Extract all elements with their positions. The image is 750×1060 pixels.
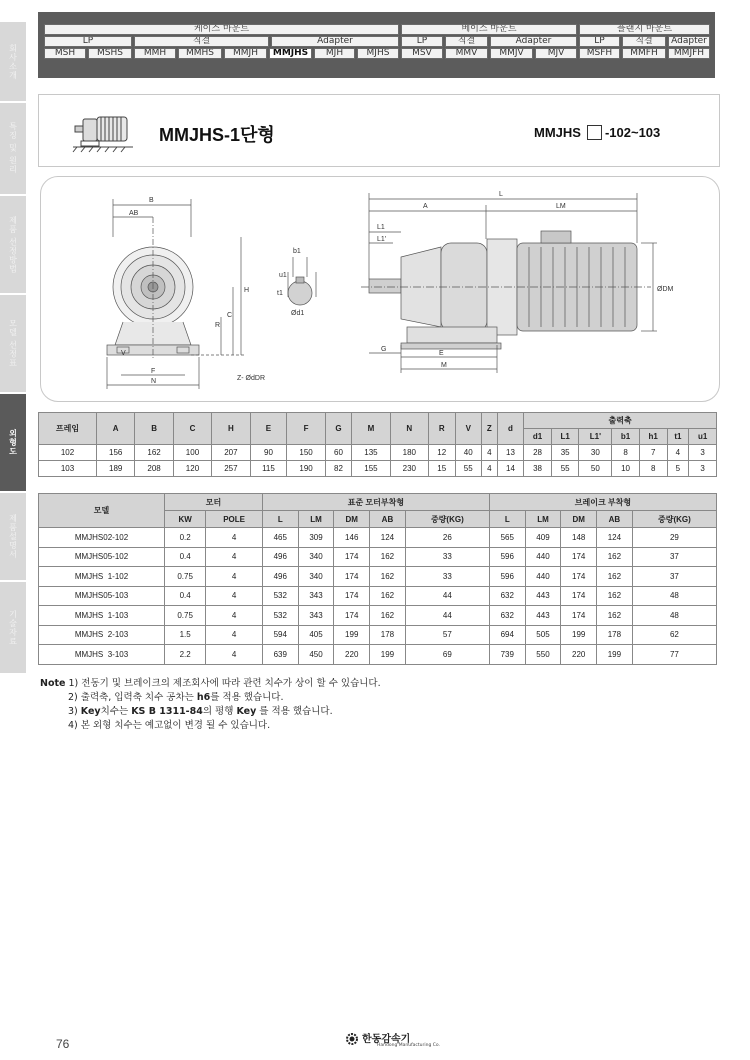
label-m: M — [441, 362, 447, 369]
nav-model-mmjv[interactable]: MMJV — [490, 48, 533, 59]
note-text: Key — [80, 706, 101, 717]
table-cell: 4 — [206, 528, 263, 548]
table-cell: 35 — [551, 445, 579, 461]
table-cell: 694 — [489, 625, 525, 645]
nav-model-mmh[interactable]: MMH — [134, 48, 176, 59]
nav-sub-direct[interactable]: 직결 — [445, 36, 488, 47]
table-cell: 174 — [561, 586, 597, 606]
table-cell: 28 — [524, 445, 552, 461]
table-cell: 37 — [632, 567, 716, 587]
label-u1: u1 — [279, 272, 287, 279]
side-tab-company[interactable] — [0, 22, 26, 102]
nav-model-mshs[interactable]: MSHS — [88, 48, 132, 59]
label-t1: t1 — [277, 290, 283, 297]
table-cell: 162 — [597, 586, 633, 606]
nav-sub-direct[interactable]: 직결 — [134, 36, 269, 47]
table-cell: 220 — [561, 645, 597, 665]
table-cell: 33 — [405, 567, 489, 587]
label-r: R — [215, 322, 221, 329]
col-header: DM — [561, 511, 597, 528]
side-tab-label: 외형도 — [8, 429, 18, 456]
nav-model-msv[interactable]: MSV — [401, 48, 443, 59]
col-header: d — [497, 413, 523, 445]
table-cell: 162 — [370, 567, 406, 587]
col-output-shaft: 출력축 — [524, 413, 717, 429]
table-cell: 4 — [206, 586, 263, 606]
table-cell: 115 — [250, 461, 287, 477]
table-cell: 0.75 — [165, 567, 206, 587]
note-text: 를 적용 했습니다. — [210, 692, 284, 703]
table-row — [39, 645, 717, 665]
side-tab-tech-data[interactable] — [0, 582, 26, 674]
table-cell: 309 — [298, 528, 334, 548]
dimension-table — [38, 412, 717, 477]
technical-drawing — [40, 176, 720, 402]
table-cell: 100 — [173, 445, 211, 461]
note-text: KS B 1311-84 — [131, 706, 203, 717]
side-tab-dimensions[interactable] — [0, 394, 26, 492]
nav-model-mmjfh[interactable]: MMJFH — [668, 48, 710, 59]
table-cell: 257 — [212, 461, 250, 477]
label-b: B — [149, 197, 154, 204]
table-row — [39, 606, 717, 626]
label-ab: AB — [129, 210, 139, 217]
table-cell: 4 — [481, 461, 497, 477]
nav-model-mmv[interactable]: MMV — [445, 48, 488, 59]
col-header: L1' — [579, 429, 612, 445]
col-standard-motor: 표준 모터부착형 — [262, 494, 489, 511]
col-header: h1 — [639, 429, 667, 445]
col-header: E — [250, 413, 287, 445]
model-prefix: MMJHS — [534, 125, 581, 140]
table-cell: 174 — [334, 606, 370, 626]
note-1: 1) 전동기 및 브레이크의 제조회사에 따라 관련 치수가 상이 할 수 있습니다. — [68, 678, 381, 689]
side-tab-label: 제품설명서 — [8, 514, 18, 559]
col-header: V — [455, 413, 481, 445]
col-header: 중량(KG) — [405, 511, 489, 528]
table-cell: 33 — [405, 547, 489, 567]
col-header: M — [352, 413, 390, 445]
label-l1: L1 — [377, 224, 385, 231]
table-cell: 199 — [597, 645, 633, 665]
table-cell: 496 — [262, 567, 298, 587]
col-header: G — [325, 413, 351, 445]
page-title: MMJHS-1단형 — [159, 125, 275, 145]
col-header: b1 — [612, 429, 640, 445]
side-tab-model-selection[interactable] — [0, 295, 26, 393]
table-cell: 594 — [262, 625, 298, 645]
label-l: L — [499, 191, 503, 198]
note-text: h6 — [196, 692, 211, 703]
table-cell: 55 — [551, 461, 579, 477]
label-g: G — [381, 346, 387, 353]
table-cell: 230 — [390, 461, 428, 477]
table-cell: 532 — [262, 586, 298, 606]
table-cell: 343 — [298, 586, 334, 606]
table-cell: 60 — [325, 445, 351, 461]
table-cell: 739 — [489, 645, 525, 665]
note-text: 치수는 — [100, 706, 132, 717]
nav-group-case-mount[interactable]: 케이스 마운트 — [44, 24, 399, 35]
model-variable-box — [587, 125, 602, 140]
note-text: Key — [236, 706, 257, 717]
table-cell: 0.4 — [165, 586, 206, 606]
table-cell: 162 — [135, 445, 173, 461]
col-header: F — [287, 413, 325, 445]
nav-model-mjhs[interactable]: MJHS — [357, 48, 399, 59]
table-cell: 174 — [334, 567, 370, 587]
table-cell: 148 — [561, 528, 597, 548]
gear-logo-icon — [345, 1032, 359, 1046]
col-header: Z — [481, 413, 497, 445]
table-cell: 550 — [525, 645, 561, 665]
table-cell: 37 — [632, 547, 716, 567]
col-header: AB — [597, 511, 633, 528]
note-text: 의 평행 — [202, 706, 237, 717]
table-cell: 5 — [667, 461, 689, 477]
table-cell: 4 — [206, 625, 263, 645]
table-cell: 596 — [489, 547, 525, 567]
col-header: DM — [334, 511, 370, 528]
table-cell: 12 — [429, 445, 455, 461]
nav-sub-adapter[interactable]: Adapter — [490, 36, 577, 47]
table-cell: 8 — [612, 445, 640, 461]
note-2 — [40, 691, 381, 705]
col-header: C — [173, 413, 211, 445]
table-cell: 4 — [206, 645, 263, 665]
col-header: LM — [525, 511, 561, 528]
model-name-cell: MMJHS 3-103 — [39, 645, 165, 665]
table-cell: 14 — [497, 461, 523, 477]
nav-model-mmhs[interactable]: MMHS — [178, 48, 222, 59]
label-h: H — [244, 287, 250, 294]
table-cell: 174 — [561, 547, 597, 567]
col-header: 중량(KG) — [632, 511, 716, 528]
col-header: KW — [165, 511, 206, 528]
model-name-cell: MMJHS05-103 — [39, 586, 165, 606]
table-cell: 532 — [262, 606, 298, 626]
table-cell: 174 — [561, 567, 597, 587]
nav-group-base-mount[interactable]: 베이스 마운트 — [401, 24, 577, 35]
notes — [40, 677, 381, 733]
side-tab-label: 모델 선정표 — [8, 319, 18, 368]
table-cell: 13 — [497, 445, 523, 461]
col-header: t1 — [667, 429, 689, 445]
table-cell: 450 — [298, 645, 334, 665]
table-cell: 343 — [298, 606, 334, 626]
model-table — [38, 493, 717, 665]
table-cell: 26 — [405, 528, 489, 548]
company-name-en: Handong Manufacturing Co. — [377, 1043, 441, 1048]
table-cell: 162 — [597, 606, 633, 626]
table-cell: 199 — [334, 625, 370, 645]
table-cell: 44 — [405, 586, 489, 606]
table-cell: 632 — [489, 586, 525, 606]
col-header: H — [212, 413, 250, 445]
col-brake-motor: 브레이크 부착형 — [489, 494, 716, 511]
table-cell: 90 — [250, 445, 287, 461]
table-cell: 496 — [262, 547, 298, 567]
model-name-cell: MMJHS05-102 — [39, 547, 165, 567]
nav-model-msh[interactable]: MSH — [44, 48, 86, 59]
table-row — [39, 528, 717, 548]
company-name: 한동감속기 — [362, 1034, 411, 1045]
table-cell: 0.4 — [165, 547, 206, 567]
table-cell: 48 — [632, 606, 716, 626]
label-e: E — [439, 350, 444, 357]
table-cell: 2.2 — [165, 645, 206, 665]
table-cell: 162 — [597, 547, 633, 567]
label-dm: ØDM — [657, 286, 674, 293]
table-cell: 199 — [370, 645, 406, 665]
table-cell: 0.2 — [165, 528, 206, 548]
table-cell: 38 — [524, 461, 552, 477]
side-tab-label: 회사소개 — [8, 43, 18, 80]
table-cell: 443 — [525, 586, 561, 606]
table-cell: 178 — [597, 625, 633, 645]
note-text: 3) — [68, 706, 81, 717]
nav-model-mjv[interactable]: MJV — [535, 48, 577, 59]
table-cell: 124 — [597, 528, 633, 548]
table-cell: 69 — [405, 645, 489, 665]
table-cell: 103 — [39, 461, 97, 477]
col-header: A — [97, 413, 135, 445]
company-logo — [345, 1030, 440, 1048]
table-cell: 199 — [561, 625, 597, 645]
model-code — [534, 125, 660, 140]
table-cell: 55 — [455, 461, 481, 477]
table-cell: 57 — [405, 625, 489, 645]
col-header: POLE — [206, 511, 263, 528]
table-cell: 340 — [298, 567, 334, 587]
table-cell: 220 — [334, 645, 370, 665]
label-v: V — [121, 350, 126, 357]
label-d1: Ød1 — [291, 310, 305, 317]
col-header: R — [429, 413, 455, 445]
table-cell: 150 — [287, 445, 325, 461]
col-header: AB — [370, 511, 406, 528]
notes-label: Note — [40, 678, 66, 689]
table-cell: 174 — [334, 547, 370, 567]
table-cell: 4 — [481, 445, 497, 461]
table-cell: 440 — [525, 567, 561, 587]
table-cell: 409 — [525, 528, 561, 548]
table-row — [39, 625, 717, 645]
table-cell: 44 — [405, 606, 489, 626]
side-tab-label: 제품 선정방법 — [8, 215, 18, 274]
table-cell: 3 — [689, 461, 717, 477]
table-row — [39, 461, 717, 477]
col-header: LM — [298, 511, 334, 528]
dimension-drawing — [41, 177, 721, 403]
gear-motor-icon — [71, 109, 139, 153]
table-cell: 596 — [489, 567, 525, 587]
table-cell: 565 — [489, 528, 525, 548]
title-box — [38, 94, 720, 167]
table-cell: 162 — [370, 606, 406, 626]
table-cell: 340 — [298, 547, 334, 567]
page-number: 76 — [56, 1037, 70, 1051]
table-cell: 465 — [262, 528, 298, 548]
table-cell: 10 — [612, 461, 640, 477]
table-cell: 4 — [667, 445, 689, 461]
model-name-cell: MMJHS 2-103 — [39, 625, 165, 645]
nav-sub-lp[interactable]: LP — [44, 36, 132, 47]
note-text: 를 적용 했습니다. — [256, 706, 333, 717]
table-cell: 189 — [97, 461, 135, 477]
table-cell: 190 — [287, 461, 325, 477]
table-cell: 174 — [561, 606, 597, 626]
table-cell: 30 — [579, 445, 612, 461]
model-name-cell: MMJHS 1-102 — [39, 567, 165, 587]
nav-sub-lp[interactable]: LP — [579, 36, 620, 47]
table-cell: 505 — [525, 625, 561, 645]
table-cell: 162 — [370, 547, 406, 567]
nav-sub-lp[interactable]: LP — [401, 36, 443, 47]
table-cell: 124 — [370, 528, 406, 548]
table-cell: 174 — [334, 586, 370, 606]
note-text: 2) 출력축, 입력축 치수 공차는 — [68, 692, 197, 703]
table-cell: 48 — [632, 586, 716, 606]
table-cell: 120 — [173, 461, 211, 477]
label-l1-prime: L1' — [377, 236, 387, 243]
table-cell: 7 — [639, 445, 667, 461]
side-tab-manual[interactable] — [0, 493, 26, 581]
table-cell: 1.5 — [165, 625, 206, 645]
table-row — [39, 586, 717, 606]
label-f: F — [151, 368, 156, 375]
table-cell: 632 — [489, 606, 525, 626]
nav-sub-direct[interactable]: 직결 — [622, 36, 666, 47]
table-cell: 405 — [298, 625, 334, 645]
col-model: 모델 — [39, 494, 165, 528]
table-cell: 443 — [525, 606, 561, 626]
col-header: d1 — [524, 429, 552, 445]
col-frame: 프레임 — [39, 413, 97, 445]
table-cell: 77 — [632, 645, 716, 665]
label-n: N — [151, 378, 157, 385]
nav-model-mmjh[interactable]: MMJH — [224, 48, 267, 59]
table-cell: 0.75 — [165, 606, 206, 626]
col-motor: 모터 — [165, 494, 263, 511]
table-row — [39, 567, 717, 587]
table-cell: 62 — [632, 625, 716, 645]
col-header: L — [262, 511, 298, 528]
table-cell: 102 — [39, 445, 97, 461]
nav-model-mmfh[interactable]: MMFH — [622, 48, 666, 59]
table-cell: 8 — [639, 461, 667, 477]
col-header: N — [390, 413, 428, 445]
table-cell: 162 — [370, 586, 406, 606]
model-name-cell: MMJHS 1-103 — [39, 606, 165, 626]
table-cell: 135 — [352, 445, 390, 461]
table-cell: 155 — [352, 461, 390, 477]
table-cell: 208 — [135, 461, 173, 477]
note-3 — [40, 705, 381, 719]
table-cell: 162 — [597, 567, 633, 587]
model-suffix: -102~103 — [604, 125, 661, 140]
note-4: 4) 본 외형 치수는 예고없이 변경 될 수 있습니다. — [68, 720, 271, 731]
col-header: u1 — [689, 429, 717, 445]
side-tab-selection-method[interactable] — [0, 196, 26, 294]
nav-group-flange-mount[interactable]: 플랜지 마운트 — [579, 24, 710, 35]
nav-sub-adapter[interactable]: Adapter — [271, 36, 399, 47]
nav-sub-adapter[interactable]: Adapter — [668, 36, 710, 47]
table-cell: 180 — [390, 445, 428, 461]
side-tab-label: 기술자료 — [8, 609, 18, 646]
label-a: A — [423, 203, 428, 210]
table-cell: 29 — [632, 528, 716, 548]
table-cell: 3 — [689, 445, 717, 461]
table-cell: 4 — [206, 567, 263, 587]
model-name-cell: MMJHS02-102 — [39, 528, 165, 548]
table-cell: 82 — [325, 461, 351, 477]
table-cell: 4 — [206, 606, 263, 626]
col-header: L1 — [551, 429, 579, 445]
label-b1: b1 — [293, 248, 301, 255]
table-row — [39, 547, 717, 567]
table-cell: 207 — [212, 445, 250, 461]
nav-model-mmjhs[interactable]: MMJHS — [269, 48, 312, 59]
table-cell: 639 — [262, 645, 298, 665]
table-row — [39, 445, 717, 461]
nav-model-mjh[interactable]: MJH — [314, 48, 355, 59]
table-cell: 156 — [97, 445, 135, 461]
top-navigation — [38, 12, 715, 78]
side-tab-features[interactable] — [0, 103, 26, 195]
label-z-ddr: Z- ØdDR — [237, 375, 265, 382]
table-cell: 440 — [525, 547, 561, 567]
table-cell: 146 — [334, 528, 370, 548]
col-header: B — [135, 413, 173, 445]
nav-model-msfh[interactable]: MSFH — [579, 48, 620, 59]
table-cell: 178 — [370, 625, 406, 645]
table-cell: 50 — [579, 461, 612, 477]
label-c: C — [227, 312, 233, 319]
table-cell: 40 — [455, 445, 481, 461]
table-cell: 4 — [206, 547, 263, 567]
label-lm: LM — [556, 203, 566, 210]
table-cell: 15 — [429, 461, 455, 477]
col-header: L — [489, 511, 525, 528]
side-tab-label: 특징 및 원리 — [8, 122, 18, 175]
